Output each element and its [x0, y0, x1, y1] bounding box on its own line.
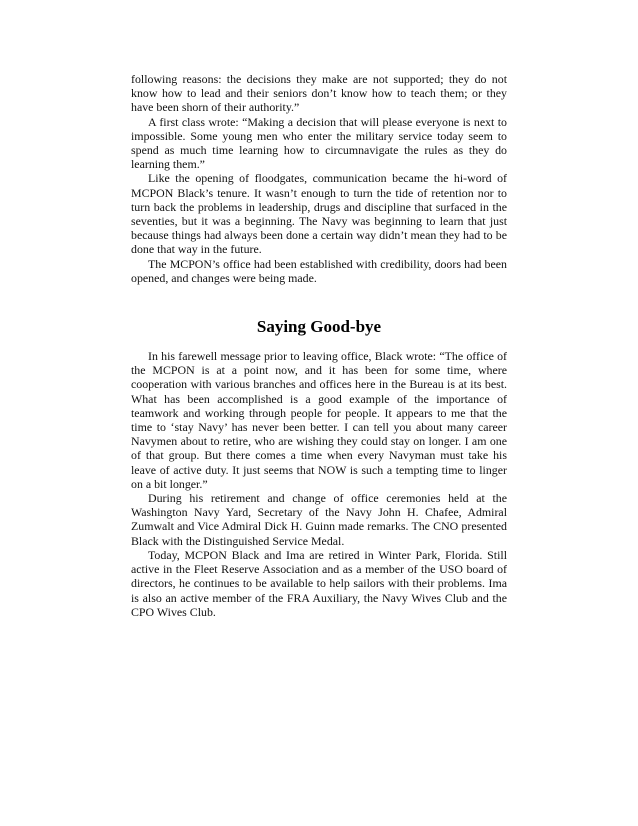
paragraph-continued: following reasons: the decisions they make are not supported; they do not know how to lead and their seniors don’t know how to teach them; or they have been shorn of their authority.” — [131, 72, 507, 115]
paragraph-floodgates: Like the opening of floodgates, communication became the hi-word of MCPON Black’s tenure. It wasn’t enough to turn the tide of retention nor to turn back the problems in leadership, drugs and discipline that surfaced in the seventies, but it was a beginning. The Navy was beginning to learn that just because things had always been done a certain way didn’t mean they had to be done that way in the future. — [131, 171, 507, 257]
paragraph-mcpon-office: The MCPON’s office had been established with credibility, doors had been opened, and changes were being made. — [131, 256, 507, 285]
paragraph-farewell-message: In his farewell message prior to leaving office, Black wrote: “The office of the MCPON is at a point now, and it has been for some time, where cooperation with various branches and offices here in the Bureau is at its best. What has been accomplished is a good example of the importance of teamwork and working through people for people. It appears to me that the time to ‘stay Navy’ has never been better. I can tell you about many career Navymen about to retire, who are wishing they could stay on longer. I am one of that group. But there comes a time when every Navyman must take his leave of active duty. It just seems that NOW is such a tempting time to linger on a bit longer.” — [131, 349, 507, 491]
document-page — [131, 72, 507, 619]
paragraph-today: Today, MCPON Black and Ima are retired in Winter Park, Florida. Still active in the Fleet Reserve Association and as a member of the USO board of directors, he continues to be available to help sailors with their problems. Ima is also an active member of the FRA Auxiliary, the Navy Wives Club and the CPO Wives Club. — [131, 547, 507, 619]
paragraph-first-class-quote: A first class wrote: “Making a decision that will please everyone is next to impossible. Some young men who enter the military service today seem to spend as much time learning how to circumnavigate the rules as they do learning them.” — [131, 114, 507, 172]
section-heading: Saying Good-bye — [256, 317, 382, 337]
paragraph-retirement-ceremony: During his retirement and change of office ceremonies held at the Washington Navy Yard, Secretary of the Navy John H. Chafee, Admiral Zumwalt and Vice Admiral Dick H. Guinn made remarks. The CNO presented Black with the Distinguished Service Medal. — [131, 491, 507, 548]
